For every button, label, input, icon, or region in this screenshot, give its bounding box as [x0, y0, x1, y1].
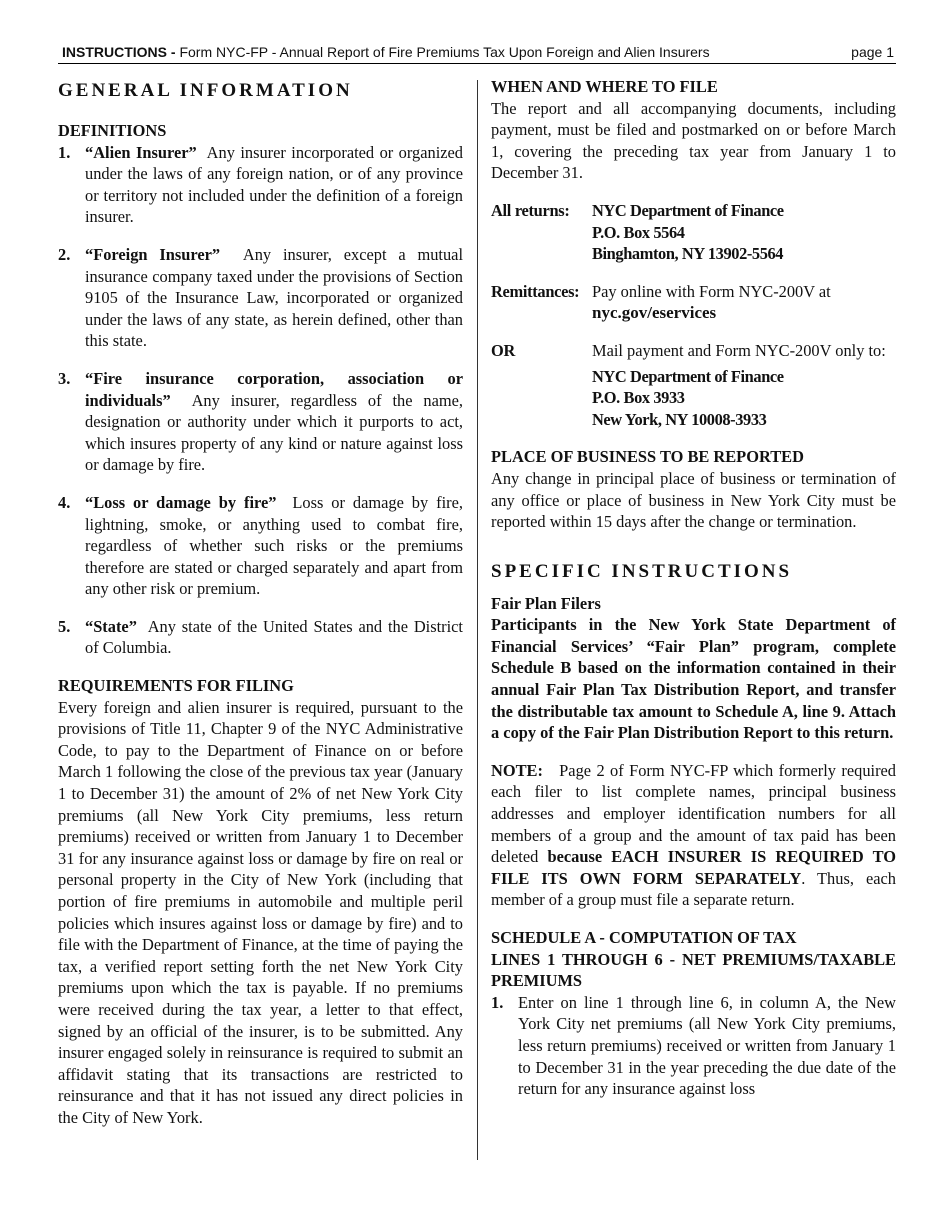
fair-plan-heading: Fair Plan Filers	[491, 593, 601, 613]
schedule-item-text: Enter on line 1 through line 6, in column A, the New York City net premiums (all New York City premiums, less return premiums) received or written from January 1 to December 31 in the year preceding the due date of the return for any insurance against loss	[518, 992, 896, 1099]
header-title: Form NYC-FP - Annual Report of Fire Premiums Tax Upon Foreign and Alien Insurers	[179, 44, 710, 60]
definition-number: 3.	[58, 368, 71, 388]
note-emphasis: because EACH INSURER IS REQUIRED TO FILE ITS OWN FORM SEPARATELY	[491, 847, 896, 888]
or-row	[491, 340, 896, 430]
definition-item	[58, 244, 463, 352]
or-address	[592, 366, 886, 431]
fair-plan-text: Participants in the New York State Department of Financial Services’ “Fair Plan” program, complete Schedule B based on the information contained in their annual Fair Plan Tax Distribution Report, and transfer the distributable tax amount to Schedule A, line 9. Attach a copy of the Fair Plan Distribution Report to this return.	[491, 615, 896, 743]
definition-term: “Loss or damage by fire”	[85, 492, 277, 512]
definition-item	[58, 616, 463, 659]
note-label: NOTE:	[491, 760, 543, 780]
definition-number: 5.	[58, 616, 71, 636]
all-returns-row	[491, 200, 896, 265]
general-information-title: GENERAL INFORMATION	[58, 80, 353, 101]
header-label: INSTRUCTIONS -	[62, 44, 176, 60]
definition-number: 1.	[58, 142, 71, 162]
page-number: page 1	[851, 44, 894, 60]
header-title-area	[62, 43, 710, 61]
left-column	[58, 76, 463, 1129]
remittances-row	[491, 281, 896, 324]
eservices-link[interactable]: nyc.gov/eservices	[592, 303, 717, 323]
definition-text: Any insurer, regardless of the name, designation or authority under which it purports to act, which insures property of any kind or nature against loss or damage by fire.	[85, 390, 464, 475]
definition-text: Any state of the United States and the District of Columbia.	[85, 616, 463, 658]
all-returns-address	[592, 200, 784, 265]
when-where-heading: WHEN AND WHERE TO FILE	[491, 77, 718, 96]
schedule-item-number: 1.	[491, 992, 504, 1012]
or-label: OR	[491, 340, 515, 360]
address-line: NYC Department of Finance	[592, 200, 784, 220]
note-text-end: . Thus, each member of a group must file a separate return.	[491, 868, 896, 910]
place-of-business-text: Any change in principal place of business or termination of any office or place of business in New York City must be reported within 15 days after the change or termination.	[491, 468, 896, 532]
definitions-list	[58, 142, 463, 659]
definitions-heading: DEFINITIONS	[58, 121, 167, 140]
requirements-text: Every foreign and alien insurer is required, pursuant to the provisions of Title 11, Chapter 9 of the NYC Administrative Code, to pay to the Department of Finance on or before March 1 following the close of the previous tax year (January 1 to December 31) the amount of 2% of net New York City premiums (all New York City premiums, less return premiums) received or written from January 1 to December 31 for any insurance against loss or damage by fire on real or personal property in the City of New York (including that portion of fire premiums in automobile and multiple peril policies which insures against loss or damage by fire) and to file with the Department of Finance, at the time of paying the tax, a verified report setting forth the net New York City premiums upon which the tax is payable. If no premiums were received during the tax year, a letter to that effect, signed by an official of the insurer, is to be submitted. Any insurer engaged solely in reinsurance is required to submit an affidavit stating that its transactions are restricted to reinsurance and that it has not issued any direct policies in the City of New York.	[58, 697, 463, 1127]
or-text: Mail payment and Form NYC-200V only to:	[592, 340, 886, 360]
definition-item	[58, 368, 463, 476]
schedule-item	[491, 992, 896, 1100]
definition-number: 4.	[58, 492, 71, 512]
note-text: Page 2 of Form NYC-FP which formerly required each filer to list complete names, principal business addresses and employer identification numbers for all members of a group and the amount of tax paid has been deleted	[491, 760, 896, 867]
definition-term: “State”	[85, 616, 137, 636]
definition-term: “Fire insurance corporation, association or individuals”	[85, 368, 463, 410]
schedule-list	[491, 992, 896, 1100]
definition-text: Loss or damage by fire, lightning, smoke, or anything used to combat fire, regardless of whether such risks or the premiums therefore are stated or charged separately and apart from any other risk or premium.	[85, 492, 463, 599]
definition-number: 2.	[58, 244, 71, 264]
when-where-text: The report and all accompanying documents, including payment, must be filed and postmarked on or before March 1, covering the preceding tax year from January 1 to December 31.	[491, 98, 896, 183]
remittances-info	[592, 281, 831, 324]
definition-text: Any insurer, except a mutual insurance company taxed under the provisions of Section 9105 of the Insurance Law, incorporated or organized under the laws of any state, as herein defined, other than this state.	[85, 244, 463, 351]
definition-term: “Alien Insurer”	[85, 142, 197, 162]
definition-text: Any insurer incorporated or organized under the laws of any foreign nation, or of any province or territory not included under the definition of a foreign insurer.	[85, 142, 463, 227]
specific-instructions-title: SPECIFIC INSTRUCTIONS	[491, 560, 793, 582]
address-line: New York, NY 10008-3933	[592, 409, 767, 429]
column-divider	[477, 80, 478, 1160]
note-paragraph	[491, 760, 896, 911]
place-of-business-heading: PLACE OF BUSINESS TO BE REPORTED	[491, 447, 804, 467]
definition-term: “Foreign Insurer”	[85, 244, 221, 264]
all-returns-label: All returns:	[491, 200, 570, 220]
page-header	[58, 43, 896, 64]
definition-item	[58, 492, 463, 600]
address-line: NYC Department of Finance	[592, 366, 784, 386]
right-column	[491, 76, 896, 1100]
schedule-a-heading: SCHEDULE A - COMPUTATION OF TAX	[491, 928, 797, 947]
requirements-heading: REQUIREMENTS FOR FILING	[58, 676, 294, 696]
address-line: P.O. Box 3933	[592, 388, 685, 408]
address-line: P.O. Box 5564	[592, 222, 685, 242]
or-info	[592, 340, 886, 430]
definition-item	[58, 142, 463, 228]
lines-heading: LINES 1 THROUGH 6 - NET PREMIUMS/TAXABLE PREMIUMS	[491, 949, 896, 991]
remittances-label: Remittances:	[491, 281, 580, 301]
remittances-text: Pay online with Form NYC-200V at	[592, 281, 831, 301]
address-line: Binghamton, NY 13902-5564	[592, 244, 784, 264]
